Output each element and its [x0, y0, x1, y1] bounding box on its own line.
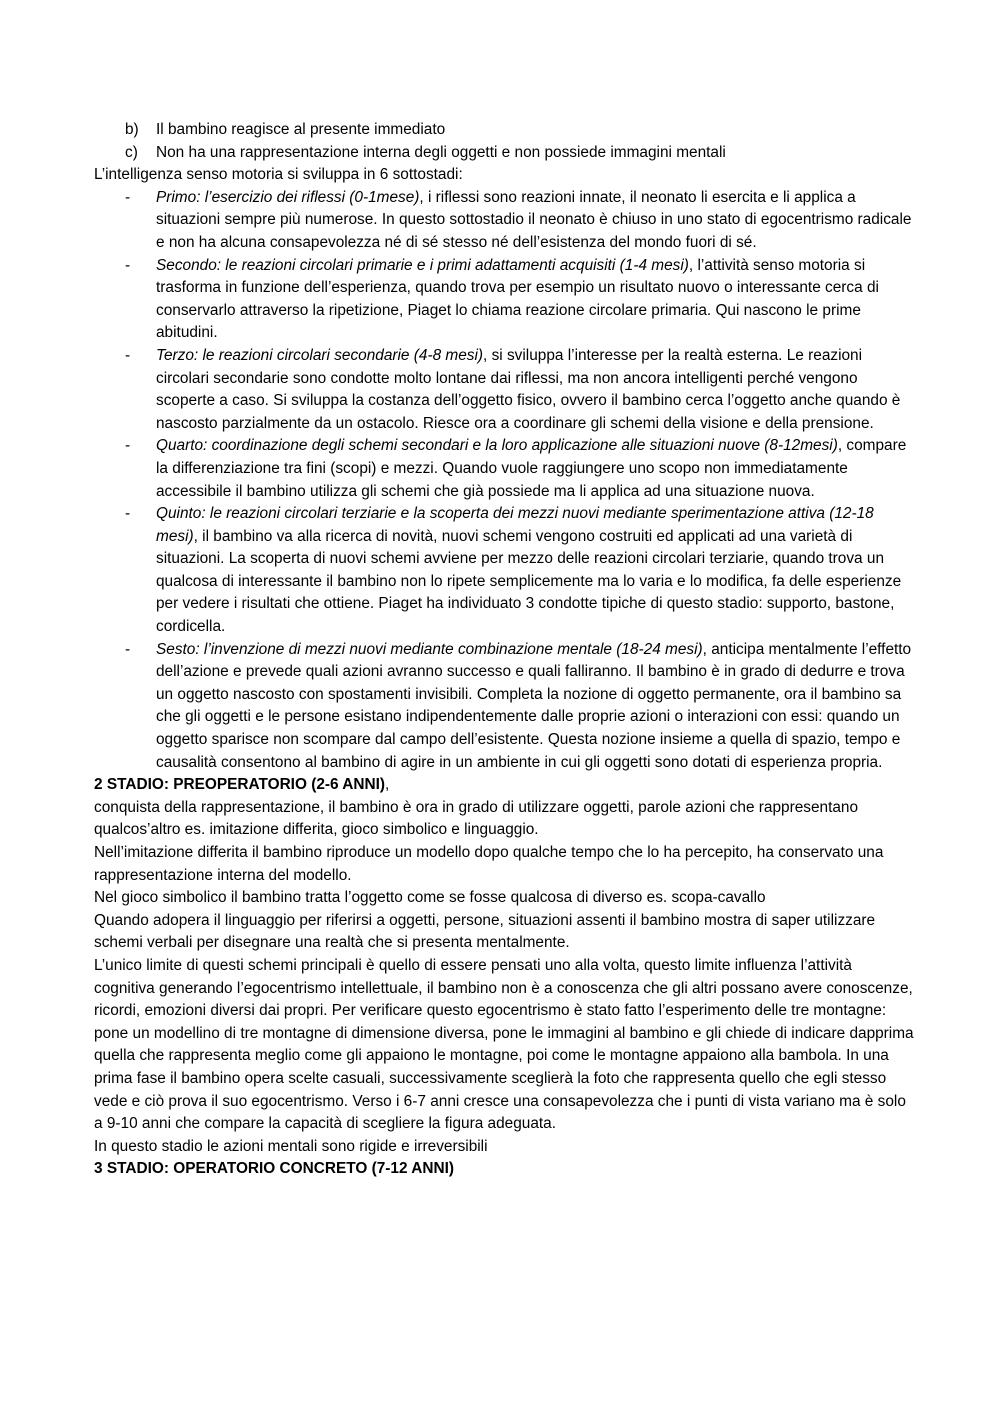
- substage-item: [94, 345, 914, 435]
- substage-text: , compare la differenziazione tra fini (scopi) e mezzi. Quando vuole raggiungere uno scopo non immediatamente accessibile il bambino utilizza gli schemi che già possiede ma li applica ad una situazione nuova.: [156, 437, 907, 500]
- paragraph: L’unico limite di questi schemi principali è quello di essere pensati uno alla volta, questo limite influenza l’attività cognitiva generando l’egocentrismo intellettuale, il bambino non è a conoscenza che gli altri possano avere conoscenze, ricordi, emozioni diversi dai propri. Per verificare questo egocentrismo è stato fatto l’esperimento delle tre montagne: pone un modellino di tre montagne di dimensione diversa, pone le immagini al bambino e gli chiede di indicare dapprima quella che rappresenta meglio come gli appaiono le montagne, poi come le montagne appaiono alla bambola. In una prima fase il bambino opera scelte casuali, successivamente sceglierà la foto che rappresenta quello che egli stesso vede e ciò prova il suo egocentrismo. Verso i 6-7 anni cresce una consapevolezza che i punti di vista variano ma è solo a 9-10 anni che compare la capacità di scegliere la figura adeguata.: [94, 956, 914, 1133]
- substage-item: [94, 503, 914, 639]
- substage-text: , anticipa mentalmente l’effetto dell’azione e prevede quali azioni avranno successo e quali falliranno. Il bambino è in grado di dedurre e trova un oggetto nascosto con spostamenti invisibili. Completa la nozione di oggetto permanente, ora il bambino sa che gli oggetti e le persone esistano indipendentemente dalle proprie azioni o interazioni con essi: quando un oggetto sparisce non scompare dal campo dell’esistente. Questa nozione insieme a quella di spazio, tempo e causalità consentono al bambino di agire in un ambiente in cui gli oggetti sono dotati di esperienza propria.: [156, 640, 912, 771]
- list-marker: -: [125, 437, 131, 455]
- substage-title: Terzo: le reazioni circolari secondarie (4-8 mesi): [156, 346, 484, 364]
- document-body: [94, 119, 914, 1181]
- substage-title: Quarto: coordinazione degli schemi secondari e la loro applicazione alle situazioni nuove (8-12mesi): [156, 437, 838, 455]
- paragraph: Nell’imitazione differita il bambino riproduce un modello dopo qualche tempo che lo ha percepito, ha conservato una rappresentazione interna del modello.: [94, 844, 884, 884]
- list-marker: -: [125, 346, 131, 364]
- substage-item: [94, 187, 914, 255]
- stage2-heading-suffix: ,: [385, 776, 390, 794]
- substage-item: [94, 435, 914, 503]
- substage-title: Primo: l’esercizio dei riflessi (0-1mese): [156, 188, 420, 206]
- list-item-text: Non ha una rappresentazione interna degli oggetti e non possiede immagini mentali: [156, 143, 726, 161]
- substage-text: , l’attività senso motoria si trasforma in funzione dell’esperienza, quando trova per esempio un risultato nuovo o interessante cerca di conservarlo attraverso la ripetizione, Piaget lo chiama reazione circolare primaria. Qui nascono le prime abitudini.: [156, 256, 879, 342]
- substage-text: , i riflessi sono reazioni innate, il neonato li esercita e li applica a situazioni sempre più numerose. In questo sottostadio il neonato è chiuso in uno stato di egocentrismo radicale e non ha alcuna consapevolezza né di sé stesso né dell’esistenza del mondo fuori di sé.: [156, 188, 912, 251]
- stage3-heading: 3 STADIO: OPERATORIO CONCRETO (7-12 ANNI): [94, 1160, 455, 1178]
- list-item-text: Il bambino reagisce al presente immediato: [156, 121, 446, 138]
- stage2-heading-line: [94, 774, 914, 797]
- substage-title: Secondo: le reazioni circolari primarie e i primi adattamenti acquisiti (1-4 mesi): [156, 256, 689, 274]
- substage-item: [94, 639, 914, 775]
- list-item: [94, 119, 914, 142]
- list-marker: -: [125, 256, 131, 274]
- stage2-heading: 2 STADIO: PREOPERATORIO (2-6 ANNI): [94, 776, 386, 794]
- list-marker: c): [125, 143, 138, 161]
- list-marker: b): [125, 121, 139, 138]
- intro-paragraph: L’intelligenza senso motoria si sviluppa in 6 sottostadi:: [94, 166, 463, 184]
- substage-text: , il bambino va alla ricerca di novità, nuovi schemi vengono costruiti ed applicati ad una varietà di situazioni. La scoperta di nuovi schemi avviene per mezzo delle reazioni circolari terziarie, quando trova un qualcosa di interessante il bambino non lo ripete semplicemente ma lo varia e lo modifica, fa delle esperienze per vedere i risultati che ottiene. Piaget ha individuato 3 condotte tipiche di questo stadio: supporto, bastone, cordicella.: [156, 527, 902, 636]
- paragraph: conquista della rappresentazione, il bambino è ora in grado di utilizzare oggetti, parole azioni che rappresentano qualcos’altro es. imitazione differita, gioco simbolico e linguaggio.: [94, 798, 859, 839]
- substage-item: [94, 255, 914, 345]
- list-marker: -: [125, 505, 131, 523]
- paragraph: Nel gioco simbolico il bambino tratta l’oggetto come se fosse qualcosa di diverso es. scopa-cavallo: [94, 889, 766, 907]
- list-marker: -: [125, 640, 131, 658]
- paragraph: Quando adopera il linguaggio per riferirsi a oggetti, persone, situazioni assenti il bambino mostra di saper utilizzare schemi verbali per disegnare una realtà che si presenta mentalmente.: [94, 911, 876, 952]
- substage-title: Quinto: le reazioni circolari terziarie e la scoperta dei mezzi nuovi mediante sperimentazione attiva (12-18 mesi): [156, 505, 874, 545]
- list-marker: -: [125, 188, 131, 206]
- substage-text: , si sviluppa l’interesse per la realtà esterna. Le reazioni circolari secondarie sono condotte molto lontane dai riflessi, ma non ancora intelligenti perché vengono scoperte a caso. Si sviluppa la costanza dell’oggetto fisico, ovvero il bambino cerca l’oggetto anche quando è nascosto parzialmente da un ostacolo. Riesce ora a coordinare gli schemi della visione e della prensione.: [156, 346, 901, 432]
- substage-title: Sesto: l’invenzione di mezzi nuovi mediante combinazione mentale (18-24 mesi): [156, 640, 703, 658]
- list-item: [94, 142, 914, 165]
- paragraph: In questo stadio le azioni mentali sono rigide e irreversibili: [94, 1137, 488, 1155]
